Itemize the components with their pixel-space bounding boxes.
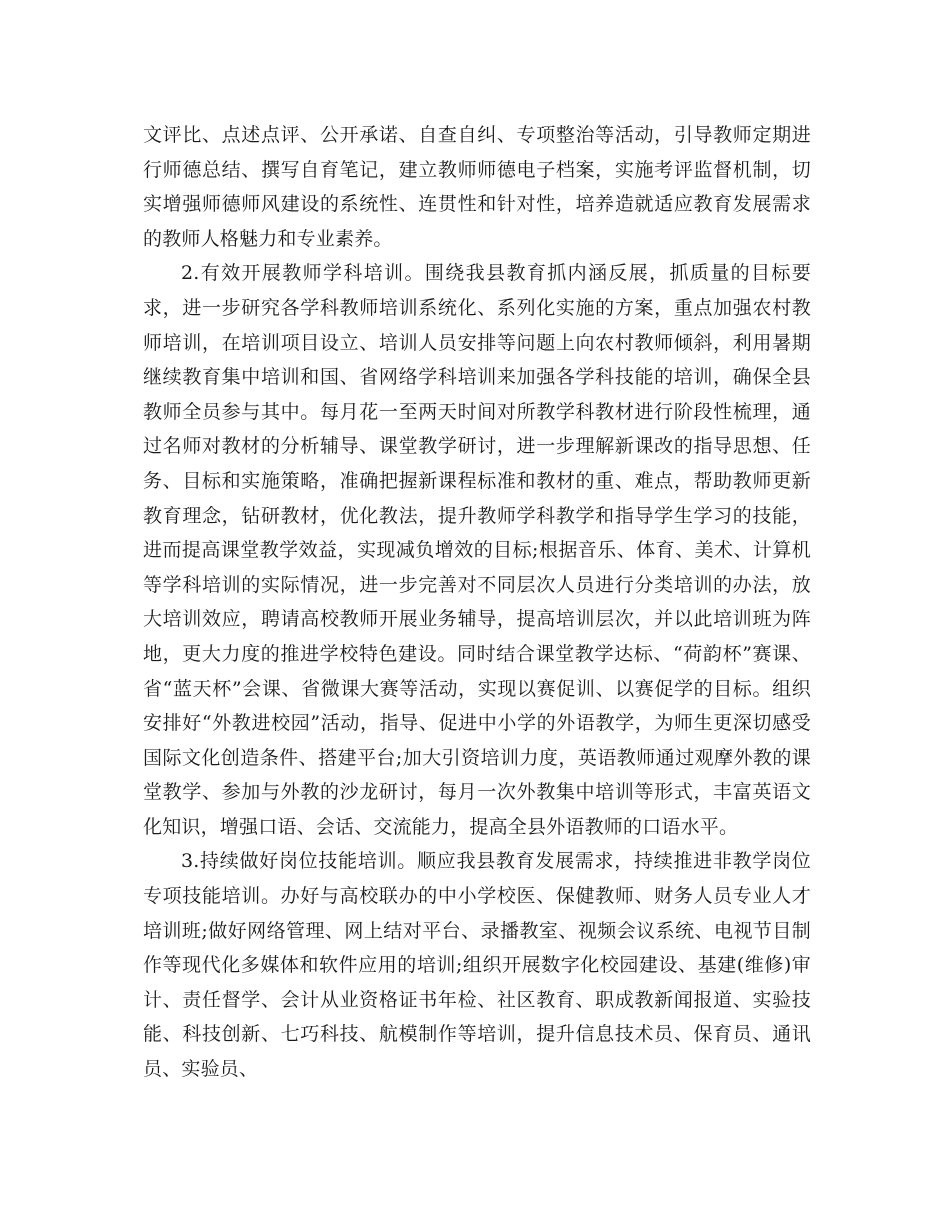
document-body — [143, 118, 811, 1087]
paragraph-subject-training: 2.有效开展教师学科培训。围绕我县教育抓内涵反展，抓质量的目标要求，进一步研究各学科教师培训系统化、系列化实施的方案，重点加强农村教师培训，在培训项目设立、培训人员安排等问题上向农村教师倾斜，利用暑期继续教育集中培训和国、省网络学科培训来加强各学科技能的培训，确保全县教师全员参与其中。每月花一至两天时间对所教学科教材进行阶段性梳理，通过名师对教材的分析辅导、课堂教学研讨，进一步理解新课改的指导思想、任务、目标和实施策略，准确把握新课程标准和教材的重、难点，帮助教师更新教育理念，钻研教材，优化教法，提升教师学科教学和指导学生学习的技能，进而提高课堂教学效益，实现减负增效的目标;根据音乐、体育、美术、计算机等学科培训的实际情况，进一步完善对不同层次人员进行分类培训的办法，放大培训效应，聘请高校教师开展业务辅导，提高培训层次，并以此培训班为阵地，更大力度的推进学校特色建设。同时结合课堂教学达标、“荷韵杯”赛课、省“蓝天杯”会课、省微课大赛等活动，实现以赛促训、以赛促学的目标。组织安排好“外教进校园”活动，指导、促进中小学的外语教学，为师生更深切感受国际文化创造条件、搭建平台;加大引资培训力度，英语教师通过观摩外教的课堂教学、参加与外教的沙龙研讨，每月一次外教集中培训等形式，丰富英语文化知识，增强口语、会话、交流能力，提高全县外语教师的口语水平。 — [143, 262, 811, 838]
paragraph-continuation: 文评比、点述点评、公开承诺、自查自纠、专项整治等活动，引导教师定期进行师德总结、撰写自育笔记，建立教师师德电子档案，实施考评监督机制，切实增强师德师风建设的系统性、连贯性和针对性，培养造就适应教育发展需求的教师人格魅力和专业素养。 — [143, 124, 811, 250]
paragraph-post-skills-training: 3.持续做好岗位技能培训。顺应我县教育发展需求，持续推进非教学岗位专项技能培训。办好与高校联办的中小学校医、保健教师、财务人员专业人才培训班;做好网络管理、网上结对平台、录播教室、视频会议系统、电视节目制作等现代化多媒体和软件应用的培训;组织开展数字化校园建设、基建(维修)审计、责任督学、会计从业资格证书年检、社区教育、职成教新闻报道、实验技能、科技创新、七巧科技、航模制作等培训，提升信息技术员、保育员、通讯员、实验员、 — [143, 850, 811, 1081]
